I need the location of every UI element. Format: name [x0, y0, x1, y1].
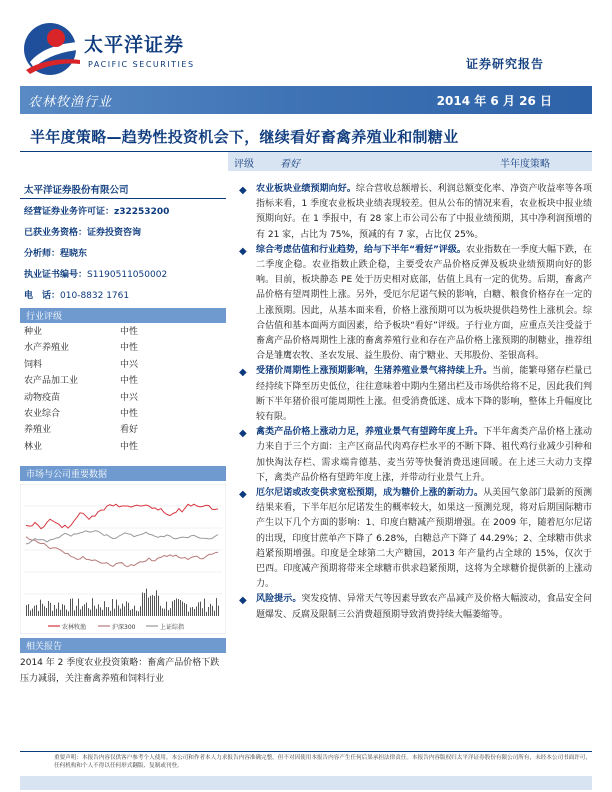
industry-rating: 中性: [120, 441, 139, 452]
rating-row: [20, 357, 226, 373]
market-chart-svg: [20, 484, 226, 634]
volume-bar: [88, 608, 89, 616]
volume-bar: [62, 604, 63, 616]
volume-bar: [48, 601, 49, 616]
volume-bar: [152, 595, 153, 616]
volume-bar: [168, 610, 169, 616]
volume-bar: [26, 605, 27, 616]
volume-bar: [158, 596, 159, 616]
volume-bar: [186, 604, 187, 616]
volume-bar: [136, 611, 137, 616]
volume-bar: [156, 590, 157, 616]
volume-bar: [100, 607, 101, 616]
industry-name: 农业综合: [24, 408, 61, 419]
rating-row: [20, 390, 226, 406]
volume-bar: [130, 610, 131, 616]
bullet-diamond-icon: ◆: [239, 489, 247, 501]
bullet-lead: 综合考虑估值和行业趋势，给与下半年“看好”评级。: [256, 244, 466, 255]
volume-bar: [126, 601, 127, 616]
volume-bar: [172, 601, 173, 616]
volume-bar: [44, 606, 45, 616]
rating-value: 看好: [280, 159, 300, 170]
volume-bar: [74, 610, 75, 616]
volume-bar: [146, 589, 147, 616]
bullet-lead: 受猪价周期性上涨预期影响，生猪养殖业景气将持续上升。: [256, 366, 493, 377]
industry-name: 林业: [24, 441, 43, 452]
volume-bar: [52, 611, 53, 616]
volume-bar: [148, 597, 149, 616]
volume-bar: [110, 611, 111, 616]
volume-bar: [160, 606, 161, 616]
volume-bar: [96, 609, 97, 616]
volume-bar: [40, 600, 41, 616]
rating-label: 评级: [234, 159, 254, 170]
chart-legend: [48, 623, 184, 631]
rating-row: [20, 340, 226, 356]
volume-bar: [28, 604, 29, 616]
volume-bar: [68, 611, 69, 616]
industry-rating: 中性: [120, 376, 139, 387]
license-label: 经营证券业务许可证：: [24, 207, 115, 217]
company-divider: [20, 198, 226, 199]
volume-bar: [82, 606, 83, 616]
bullet-lead: 厄尔尼诺或改变供求宽松预期，成为糖价上涨的新动力。: [256, 488, 484, 499]
volume-bar: [106, 607, 107, 616]
volume-bar: [162, 608, 163, 616]
bullet-diamond-icon: ◆: [239, 245, 247, 257]
rating-row: [20, 406, 226, 422]
bullet-lead: 禽类产品价格上涨动力足，养殖业景气有望跨年度上升。: [256, 427, 484, 438]
company-name: 太平洋证券股份有限公司: [24, 185, 129, 196]
sector-banner: [20, 86, 592, 114]
volume-bar: [134, 606, 135, 616]
bullet-diamond-icon: ◆: [239, 367, 247, 379]
volume-bar: [196, 606, 197, 616]
summary-bullet: [236, 592, 592, 622]
legend-label-3: 上证综指: [160, 624, 185, 631]
bullet-text: 综合营收总额增长、利润总额变化率、净资产收益率等各项指标来看，1 季度农业板块业绩表现较差。但从公布的情况来看，农业板块中报业绩预期向好。在 1 季报中，有 28 家上市公司公布了中报业绩预期，其中净利润预增的有 21 家，占比为 75%，预减的有 7 家，占比仅 25%。: [256, 184, 592, 240]
volume-bar: [128, 603, 129, 616]
volume-bar: [108, 607, 109, 616]
volume-bar: [60, 610, 61, 616]
volume-bar: [86, 603, 87, 616]
volume-bar: [204, 599, 205, 616]
volume-bar: [102, 610, 103, 616]
volume-bar: [124, 606, 125, 616]
volume-bar: [208, 607, 209, 616]
bullet-diamond-icon: ◆: [239, 428, 247, 440]
volume-bar: [38, 611, 39, 616]
volume-bar: [194, 609, 195, 616]
volume-bar: [114, 609, 115, 616]
bullet-text: 当前，能繁母猪存栏量已经持续下降至历史低位，往往意味着中期内生猪出栏及市场供给将不足，因此我们判断下半年猪价很可能周期性上涨。但受消费低迷、成本下降的影响，整体上升幅度比较有限。: [256, 366, 592, 423]
phone-value: 010-8832 1761: [60, 291, 130, 301]
industry-name: 养殖业: [24, 425, 52, 436]
volume-bar: [170, 608, 171, 616]
summary-bullet: [236, 486, 592, 592]
business-label: 已获业务资格：: [24, 228, 88, 238]
industry-rating: 中兴: [120, 392, 139, 403]
rating-row: [20, 373, 226, 389]
industry-rating: 中性: [120, 327, 139, 337]
volume-bar: [216, 598, 217, 616]
report-title: 半年度策略—趋势性投资机会下，继续看好畜禽养殖业和制糖业: [30, 128, 459, 146]
industry-ratings-table: [20, 324, 226, 455]
volume-bar: [122, 604, 123, 616]
volume-bar: [76, 606, 77, 616]
volume-bar: [70, 599, 71, 616]
volume-bar: [116, 600, 117, 616]
market-data-heading: 市场与公司重要数据: [20, 466, 226, 481]
license-row: [20, 204, 226, 225]
related-reports-heading: 相关报告: [20, 638, 226, 653]
volume-bar: [64, 605, 65, 616]
volume-bar: [36, 605, 37, 616]
phone-label: 电 话：: [24, 291, 61, 301]
volume-bar: [78, 599, 79, 616]
sector-name: 农林牧渔行业: [28, 95, 113, 110]
cert-row: [20, 267, 226, 288]
volume-bar: [210, 604, 211, 616]
industry-name: 水产养殖业: [24, 343, 70, 354]
volume-bar: [142, 592, 143, 616]
volume-bar: [120, 609, 121, 616]
footer-divider: [20, 751, 592, 752]
volume-bar: [200, 602, 201, 616]
summary-bullet: [236, 182, 592, 243]
volume-bar: [166, 602, 167, 616]
volume-bar: [50, 603, 51, 616]
footer-bar: [20, 776, 592, 790]
rating-row: [20, 324, 226, 340]
analyst-label: 分析师：: [24, 249, 61, 259]
volume-bar: [54, 605, 55, 616]
bullet-lead: 风险提示。: [256, 594, 302, 605]
volume-bar: [206, 612, 207, 616]
volume-bar: [150, 596, 151, 616]
related-report-text: 2014 年 2 季度农业投资策略：畜禽产品价格下跌压力减弱，关注畜禽养殖和饲料行业: [20, 658, 220, 684]
volume-bar: [218, 606, 219, 616]
volume-bar: [112, 599, 113, 616]
volume-bar: [42, 604, 43, 616]
industry-rating: 中性: [120, 408, 139, 419]
bullet-text: 从美国气象部门最新的预测结果来看，下半年厄尔尼诺发生的概率较大，如果这一预测兑现，将对后期国际糖市产生以下几个方面的影响：1、印度白糖减产预期增强。在 2009 年，随着厄尔尼诺的出现，印度甘蔗单产下降了 6.28%，白糖总产下降了 44.29%；2、全球糖市供求趋紧预期增强。印度是全球第二大产糖国，2013 年产量约占全球的 15%，仅次于巴西。印度减产预期将带来全球糖市供求趋紧预期，这将为全球糖价提供新的上涨动力。: [256, 488, 592, 590]
volume-bar: [90, 610, 91, 616]
logo-chinese-name: 太平洋证券: [84, 34, 185, 56]
business-value: 证券投资咨询: [87, 228, 142, 238]
volume-bar: [56, 609, 57, 616]
bullet-lead: 农业板块业绩预期向好。: [256, 184, 356, 194]
volume-bar: [174, 600, 175, 616]
market-chart: [20, 466, 226, 634]
bullet-text: 农业指数在一季度大幅下跌，在二季度企稳。农业指数止跌企稳，主要受农产品价格反弹及板块业绩预期向好的影响。目前，板块静态 PE 处于历史相对底部，估值上具有一定的优势。后期，畜禽产品价格有望周期性上涨。另外，受厄尔尼诺气候的影响，白糖、粮食价格存在一定的上涨预期。因此，从基本面来看，价格上涨预期可以为板块提供趋势性上涨机会。综合估值和基本面两方面因素，给予板块“看好”评级。子行业方面，应重点关注受益于畜禽产品价格周期性上涨的畜禽养殖行业和存在产品价格上涨预期的制糖业，推荐组合是雏鹰农牧、圣农发展、益生股份、南宁糖业、天邦股份、荃银高科。: [256, 244, 592, 362]
disclaimer: 重要声明：本报告内容仅供客户参考个人使用。本公司和作者本人力求报告内容准确完整，但不对因使用本报告内容产生任何后果承担法律责任。本报告内容版权归太平洋证券股份有限公司所有，未经本公司书面许可，任何机构和个人不得以任何形式翻版、复制或刊登。: [54, 755, 592, 769]
volume-bar: [30, 610, 31, 616]
volume-bar: [80, 609, 81, 616]
legend-label-1: 农林牧渔: [62, 624, 87, 631]
volume-bar: [154, 596, 155, 616]
left-column: [20, 182, 226, 309]
license-value: z32253200: [114, 207, 170, 217]
volume-bar: [32, 609, 33, 616]
rating-row: [20, 422, 226, 438]
rating-row: [20, 439, 226, 455]
volume-bar: [202, 608, 203, 616]
bullet-diamond-icon: ◆: [239, 595, 247, 607]
volume-bar: [182, 602, 183, 616]
logo-english-name: PACIFIC SECURITIES: [88, 60, 195, 69]
volume-bar: [94, 606, 95, 616]
report-date: 2014 年 6 月 26 日: [436, 94, 552, 108]
company-logo: [22, 20, 202, 78]
industry-name: 动物疫苗: [24, 392, 61, 403]
analyst-row: [20, 246, 226, 267]
industry-rating: 中性: [120, 343, 139, 354]
volume-bar: [72, 598, 73, 616]
volume-bar: [164, 609, 165, 616]
volume-bar: [92, 598, 93, 616]
summary-bullet: [236, 243, 592, 365]
industry-name: 农产品加工业: [24, 376, 79, 387]
volume-bar: [66, 610, 67, 616]
volume-bar: [104, 601, 105, 616]
volume-bar: [176, 598, 177, 616]
logo-emblem-icon: [22, 20, 82, 78]
industry-ratings-heading: 行业评级: [20, 308, 226, 323]
volume-bar: [132, 609, 133, 616]
business-row: [20, 225, 226, 246]
industry-name: 饲料: [24, 359, 43, 370]
rating-report-type: 半年度策略: [500, 159, 550, 170]
volume-bar: [214, 611, 215, 616]
industry-name: 种业: [24, 327, 43, 337]
volume-bar: [46, 608, 47, 616]
bullet-diamond-icon: ◆: [239, 185, 247, 196]
volume-bar: [180, 600, 181, 616]
summary-bullet: [236, 364, 592, 425]
volume-bar: [192, 607, 193, 616]
volume-bar: [178, 599, 179, 616]
volume-bar: [98, 604, 99, 616]
volume-bar: [118, 605, 119, 616]
cert-label: 执业证书编号：: [24, 270, 88, 280]
rating-bar: [228, 152, 592, 171]
legend-label-2: 沪深300: [112, 624, 136, 631]
analyst-value: 程晓东: [60, 249, 88, 259]
bullet-text: 突发疫情、异常天气等因素导致农产品减产及价格大幅波动，食品安全问题爆发、反腐及限制三公消费超预期导致消费持续大幅萎缩等。: [256, 594, 592, 620]
volume-bar: [198, 602, 199, 616]
summary-bullets: [236, 182, 592, 623]
volume-bar: [184, 603, 185, 616]
volume-bar: [58, 603, 59, 616]
volume-bar: [188, 612, 189, 616]
cert-value: S1190511050002: [87, 270, 168, 280]
volume-bar: [190, 607, 191, 616]
industry-rating: 看好: [120, 425, 139, 436]
industry-rating: 中兴: [120, 359, 139, 370]
phone-row: [20, 288, 226, 309]
volume-bar: [138, 611, 139, 616]
volume-bar: [140, 606, 141, 616]
report-type: 证券研究报告: [465, 57, 544, 71]
volume-bar: [34, 606, 35, 616]
volume-bar: [144, 593, 145, 616]
summary-bullet: [236, 425, 592, 486]
bullet-text: 下半年禽类产品价格上涨动力来自于三个方面：主产区商品代肉鸡存栏水平的不断下降、祖代鸡行业减少引种和加快淘汰存栏、需求端肯德基、麦当劳等快餐消费迅速回暖。在上述三大动力支撑下，禽类产品价格有望跨年度上涨，并带动行业景气上升。: [256, 427, 592, 483]
volume-bar: [212, 606, 213, 616]
volume-bar: [84, 604, 85, 616]
